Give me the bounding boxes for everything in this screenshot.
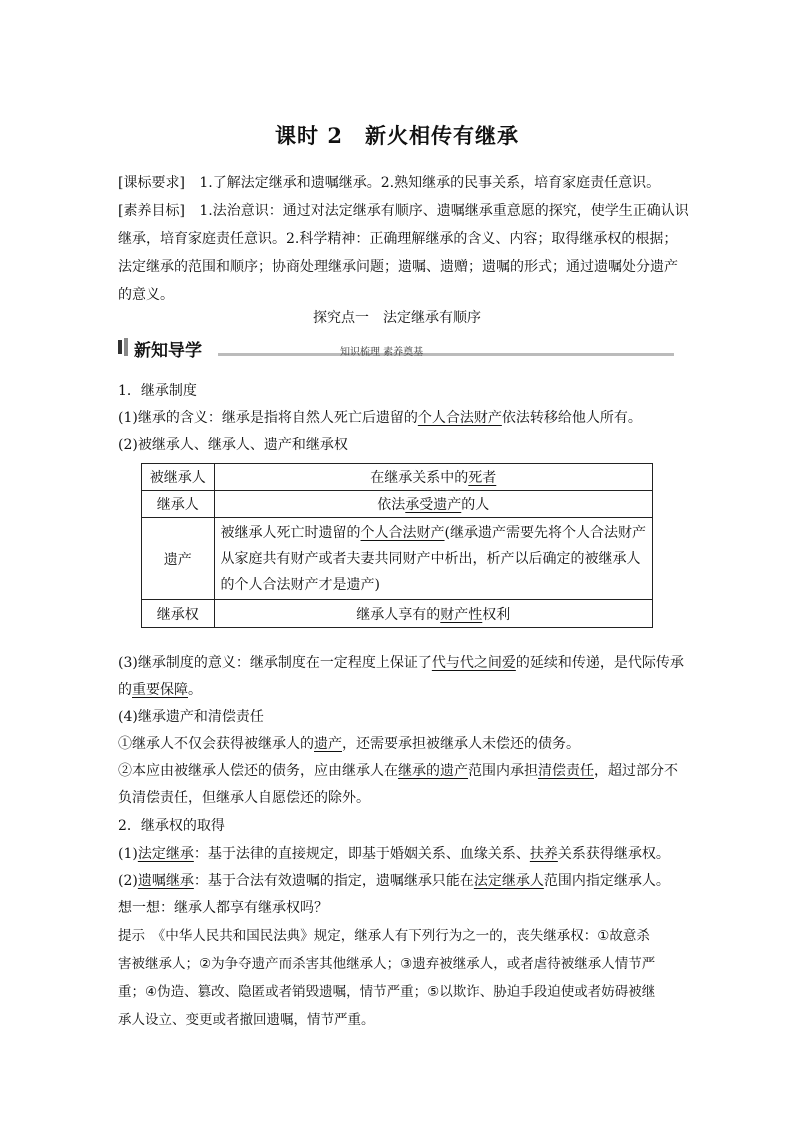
underlined-term: 继承的遗产 bbox=[398, 763, 468, 779]
literacy-goal-line1 bbox=[118, 198, 689, 225]
table-row bbox=[142, 464, 653, 491]
banner-rule bbox=[218, 353, 674, 356]
page-title: 课时 2 新火相传有继承 bbox=[275, 123, 519, 148]
banner-label: 新知导学 bbox=[134, 341, 202, 361]
curriculum-requirement bbox=[118, 170, 678, 197]
text-span: 的延续和传递，是代际传承 bbox=[515, 655, 684, 671]
text-span: 依法转移给他人所有。 bbox=[501, 410, 642, 426]
paragraph-significance-1 bbox=[118, 650, 684, 677]
paragraph-legal-succession bbox=[118, 841, 678, 868]
text-span: 范围内承担 bbox=[468, 763, 538, 779]
paragraph-subheading-4: (4)继承遗产和清偿责任 bbox=[118, 709, 264, 725]
underlined-term: 个人合法财产 bbox=[417, 410, 502, 426]
text-span: (继承遗产需要先将个人合法财产 bbox=[444, 524, 646, 541]
underlined-term: 法定继承人 bbox=[473, 873, 544, 889]
underlined-term: 代与代之间爱 bbox=[431, 655, 516, 671]
heading-1: 1．继承制度 bbox=[118, 383, 197, 399]
paragraph-testamentary-succession bbox=[118, 868, 678, 895]
banner-marker-icon bbox=[118, 340, 122, 354]
think-question: 想一想：继承人都享有继承权吗？ bbox=[118, 900, 328, 916]
literacy-goal-line3: 法定继承的范围和顺序；协商处理继承问题；遗嘱、遗赠；遗嘱的形式；通过遗嘱处分遗产 bbox=[118, 259, 678, 275]
paragraph-subheading: (2)被继承人、继承人、遗产和继承权 bbox=[118, 437, 348, 453]
underlined-term: 个人合法财产 bbox=[360, 524, 445, 541]
table-row bbox=[142, 600, 653, 628]
text-span: 继承人享有的 bbox=[356, 606, 441, 623]
text-span: 关系获得继承权。 bbox=[557, 846, 670, 862]
heading-2: 2．继承权的取得 bbox=[118, 818, 225, 834]
text-span: (1) bbox=[118, 846, 138, 862]
text-span: ①继承人不仅会获得被继承人的 bbox=[118, 736, 314, 752]
text-span: ，还需要承担被继承人未偿还的债务。 bbox=[342, 736, 580, 752]
underlined-term: 法定继承 bbox=[137, 846, 194, 862]
literacy-goal-line2: 继承，培育家庭责任意识。2.科学精神：正确理解继承的含义、内容；取得继承权的根据； bbox=[118, 231, 678, 247]
paragraph-item-2-line2: 负清偿责任，但继承人自愿偿还的除外。 bbox=[118, 790, 370, 806]
text-span: 在继承关系中的 bbox=[370, 470, 469, 486]
underlined-term: 遗产 bbox=[314, 736, 342, 752]
table-row bbox=[142, 491, 653, 518]
text-span: (3)继承制度的意义：继承制度在一定程度上保证了 bbox=[118, 655, 432, 671]
underlined-term: 重要保障 bbox=[132, 682, 188, 698]
text-span: ②本应由被继承人偿还的债务，应由继承人在 bbox=[118, 763, 398, 779]
banner-subtitle: 知识梳理 素养奠基 bbox=[340, 347, 424, 358]
text-span: ：基于法律的直接规定，即基于婚姻关系、血缘关系、 bbox=[193, 846, 530, 862]
table-row bbox=[142, 518, 653, 600]
underlined-term: 遗嘱继承 bbox=[137, 873, 194, 889]
paragraph-item-1 bbox=[118, 731, 678, 758]
paragraph-meaning bbox=[118, 405, 678, 432]
table-value bbox=[214, 491, 652, 518]
literacy-text-1: 1.法治意识：通过对法定继承有顺序、遗嘱继承重意愿的探究，使学生正确认识 bbox=[199, 203, 689, 219]
text-span: 的 bbox=[118, 682, 132, 698]
text-span: 依法 bbox=[377, 497, 406, 513]
table-key: 继承权 bbox=[142, 600, 215, 628]
banner-marker-icon-2 bbox=[124, 338, 128, 356]
table-value bbox=[214, 464, 652, 491]
hint-line-4: 承人设立、变更或者撤回遗嘱，情节严重。 bbox=[118, 1012, 375, 1028]
paragraph-item-2-line1 bbox=[118, 758, 678, 785]
text-span: 权利 bbox=[482, 606, 511, 623]
text-span: (1)继承的含义：继承是指将自然人死亡后遗留的 bbox=[118, 410, 418, 426]
section-title: 探究点一 法定继承有顺序 bbox=[313, 310, 481, 326]
table-value bbox=[214, 518, 652, 600]
text-span: 被继承人死亡时遗留的 bbox=[220, 524, 361, 541]
literacy-label: [素养目标] bbox=[118, 203, 185, 219]
text-span: 范围内指定继承人。 bbox=[543, 873, 670, 889]
curriculum-text: 1.了解法定继承和遗嘱继承。2.熟知继承的民事关系，培育家庭责任意识。 bbox=[199, 175, 661, 191]
text-span: (2) bbox=[118, 873, 138, 889]
hint-line-3: 重；④伪造、篡改、隐匿或者销毁遗嘱，情节严重；⑤以欺诈、胁迫手段迫使或者妨碍被继 bbox=[118, 984, 656, 1000]
inheritance-table bbox=[141, 463, 653, 628]
underlined-term: 承受遗产 bbox=[405, 497, 462, 513]
text-line: 的个人合法财产才是遗产) bbox=[220, 576, 380, 593]
paragraph-significance-2 bbox=[118, 677, 678, 704]
text-span: 的人 bbox=[461, 497, 490, 513]
underlined-term: 扶养 bbox=[529, 846, 558, 862]
underlined-term: 死者 bbox=[468, 470, 497, 486]
table-key: 被继承人 bbox=[142, 464, 215, 491]
curriculum-label: [课标要求] bbox=[118, 175, 185, 191]
text-line: 从家庭共有财产或者夫妻共同财产中析出，析产以后确定的被继承人 bbox=[220, 550, 641, 567]
text-span: 。 bbox=[188, 682, 202, 698]
text-span: ，超过部分不 bbox=[594, 763, 678, 779]
section-banner bbox=[118, 336, 676, 361]
table-value bbox=[214, 600, 652, 628]
table-key: 遗产 bbox=[142, 518, 215, 600]
table-key: 继承人 bbox=[142, 491, 215, 518]
underlined-term: 清偿责任 bbox=[538, 763, 594, 779]
underlined-term: 财产性 bbox=[440, 606, 483, 623]
hint-line-1: 提示 《中华人民共和国民法典》规定，继承人有下列行为之一的，丧失继承权：①故意杀 bbox=[118, 928, 650, 944]
text-span: ：基于合法有效遗嘱的指定，遗嘱继承只能在 bbox=[193, 873, 474, 889]
literacy-goal-line4: 的意义。 bbox=[118, 287, 174, 303]
hint-line-2: 害被继承人；②为争夺遗产而杀害其他继承人；③遗弃被继承人，或者虐待被继承人情节严 bbox=[118, 956, 656, 972]
